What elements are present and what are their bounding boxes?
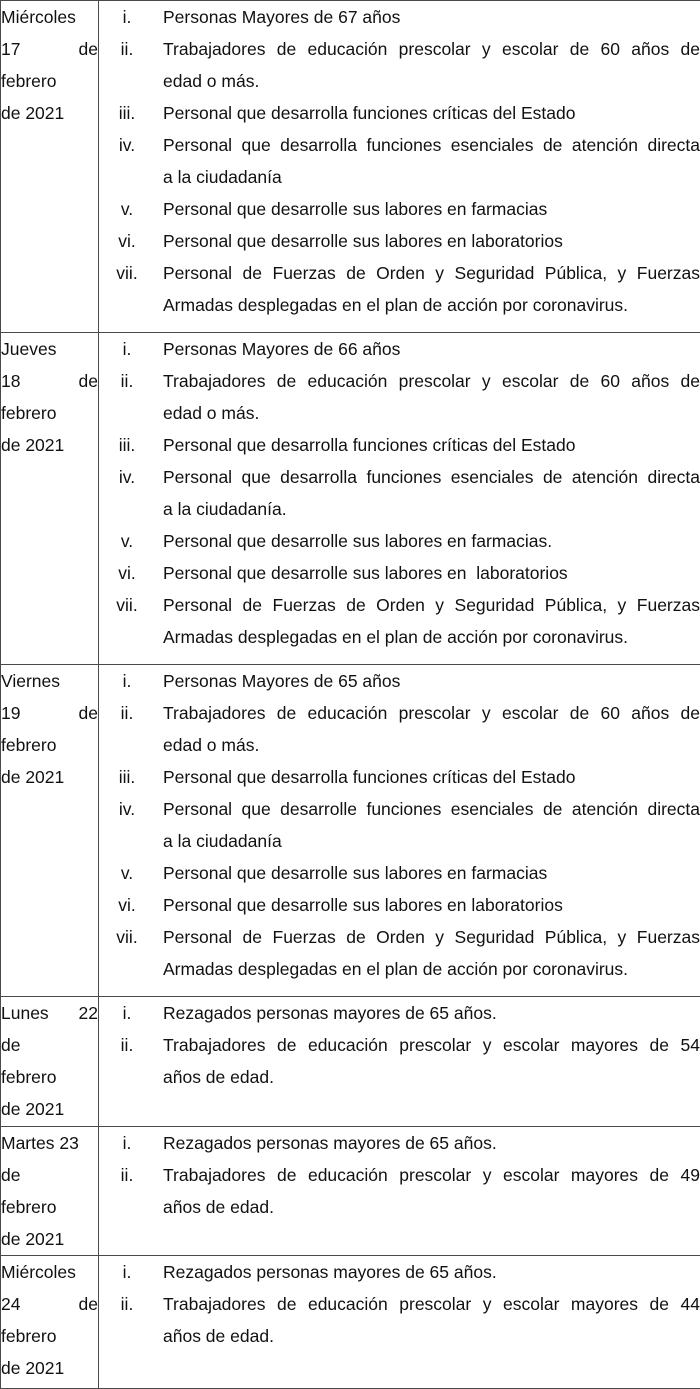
items-cell bbox=[99, 665, 700, 997]
list-item bbox=[99, 997, 700, 1029]
date-cell bbox=[1, 665, 99, 997]
item-text: Personal que desarrolla funciones críticas del Estado bbox=[155, 761, 700, 793]
item-text: Rezagados personas mayores de 65 años. bbox=[155, 1256, 700, 1288]
items-cell bbox=[99, 1127, 700, 1256]
item-text: Personal de Fuerzas de Orden y Seguridad Pública, y Fuerzas Armadas desplegadas en el plan de acción por coronavirus. bbox=[155, 921, 700, 985]
item-number: ii. bbox=[99, 1159, 155, 1191]
year: de 2021 bbox=[1, 1093, 98, 1125]
item-text: Personal que desarrolle sus labores en laboratorios bbox=[155, 557, 700, 589]
list-item bbox=[99, 1029, 700, 1093]
date-preposition: de bbox=[79, 33, 98, 65]
schedule-row bbox=[1, 1, 700, 333]
month: febrero bbox=[1, 729, 98, 761]
day-number: 18 bbox=[1, 365, 20, 397]
item-number: vii. bbox=[99, 257, 155, 289]
weekday: Jueves bbox=[1, 333, 98, 365]
items-cell bbox=[99, 1, 700, 333]
list-item bbox=[99, 1, 700, 33]
schedule-row bbox=[1, 997, 700, 1127]
item-text: Trabajadores de educación prescolar y escolar de 60 años de edad o más. bbox=[155, 33, 700, 97]
date-cell bbox=[1, 1256, 99, 1389]
list-item bbox=[99, 793, 700, 857]
list-item bbox=[99, 225, 700, 257]
date-preposition: de bbox=[1, 1029, 98, 1061]
list-item bbox=[99, 429, 700, 461]
year: de 2021 bbox=[1, 761, 98, 793]
list-item bbox=[99, 1127, 700, 1159]
list-item bbox=[99, 1256, 700, 1288]
item-text: Trabajadores de educación prescolar y escolar mayores de 44 años de edad. bbox=[155, 1288, 700, 1352]
item-text: Rezagados personas mayores de 65 años. bbox=[155, 1127, 700, 1159]
day-number: 22 bbox=[79, 997, 98, 1029]
year: de 2021 bbox=[1, 1223, 98, 1255]
item-text: Personal que desarrolla funciones esenciales de atención directa a la ciudadanía bbox=[155, 129, 700, 193]
item-number: i. bbox=[99, 1, 155, 33]
item-text: Trabajadores de educación prescolar y escolar de 60 años de edad o más. bbox=[155, 365, 700, 429]
item-number: ii. bbox=[99, 365, 155, 397]
item-number: iii. bbox=[99, 761, 155, 793]
item-text: Trabajadores de educación prescolar y escolar mayores de 54 años de edad. bbox=[155, 1029, 700, 1093]
item-number: ii. bbox=[99, 1288, 155, 1320]
item-text: Personas Mayores de 66 años bbox=[155, 333, 700, 365]
list-item bbox=[99, 589, 700, 653]
date-cell bbox=[1, 1127, 99, 1256]
item-number: iii. bbox=[99, 429, 155, 461]
items-cell bbox=[99, 1256, 700, 1389]
weekday: Lunes bbox=[1, 997, 49, 1029]
item-number: i. bbox=[99, 665, 155, 697]
list-item bbox=[99, 129, 700, 193]
year: de 2021 bbox=[1, 1352, 98, 1384]
date-preposition: de bbox=[1, 1159, 98, 1191]
item-number: vi. bbox=[99, 557, 155, 589]
item-number: ii. bbox=[99, 697, 155, 729]
weekday: Miércoles bbox=[1, 1, 98, 33]
item-text: Personal que desarrolla funciones críticas del Estado bbox=[155, 429, 700, 461]
list-item bbox=[99, 921, 700, 985]
item-number: v. bbox=[99, 525, 155, 557]
date-preposition: de bbox=[79, 697, 98, 729]
list-item bbox=[99, 333, 700, 365]
date-preposition: de bbox=[79, 1288, 98, 1320]
weekday: Martes bbox=[1, 1133, 54, 1153]
weekday: Miércoles bbox=[1, 1256, 98, 1288]
list-item bbox=[99, 889, 700, 921]
item-number: iii. bbox=[99, 97, 155, 129]
item-number: i. bbox=[99, 1256, 155, 1288]
list-item bbox=[99, 557, 700, 589]
item-number: i. bbox=[99, 1127, 155, 1159]
list-item bbox=[99, 257, 700, 321]
item-number: vii. bbox=[99, 921, 155, 953]
item-number: ii. bbox=[99, 1029, 155, 1061]
month: febrero bbox=[1, 1320, 98, 1352]
date-cell bbox=[1, 1, 99, 333]
schedule-row bbox=[1, 333, 700, 665]
month: febrero bbox=[1, 1191, 98, 1223]
day-number: 19 bbox=[1, 697, 20, 729]
date-cell bbox=[1, 333, 99, 665]
item-text: Personal que desarrolle funciones esenciales de atención directa a la ciudadanía bbox=[155, 793, 700, 857]
list-item bbox=[99, 761, 700, 793]
day-number: 24 bbox=[1, 1288, 20, 1320]
month: febrero bbox=[1, 1061, 98, 1093]
item-text: Personal de Fuerzas de Orden y Seguridad Pública, y Fuerzas Armadas desplegadas en el plan de acción por coronavirus. bbox=[155, 257, 700, 321]
item-number: vi. bbox=[99, 225, 155, 257]
date-cell bbox=[1, 997, 99, 1127]
date-preposition: de bbox=[79, 365, 98, 397]
month: febrero bbox=[1, 65, 98, 97]
item-number: ii. bbox=[99, 33, 155, 65]
item-number: vi. bbox=[99, 889, 155, 921]
item-number: i. bbox=[99, 997, 155, 1029]
items-cell bbox=[99, 997, 700, 1127]
item-number: i. bbox=[99, 333, 155, 365]
list-item bbox=[99, 365, 700, 429]
list-item bbox=[99, 193, 700, 225]
list-item bbox=[99, 1288, 700, 1352]
item-number: iv. bbox=[99, 461, 155, 493]
year: de 2021 bbox=[1, 97, 98, 129]
list-item bbox=[99, 33, 700, 97]
list-item bbox=[99, 697, 700, 761]
list-item bbox=[99, 857, 700, 889]
list-item bbox=[99, 97, 700, 129]
schedule-row bbox=[1, 1127, 700, 1256]
items-cell bbox=[99, 333, 700, 665]
item-text: Personas Mayores de 65 años bbox=[155, 665, 700, 697]
item-number: v. bbox=[99, 193, 155, 225]
list-item bbox=[99, 461, 700, 525]
day-number: 23 bbox=[59, 1133, 78, 1153]
item-number: iv. bbox=[99, 793, 155, 825]
weekday: Viernes bbox=[1, 665, 98, 697]
day-number: 17 bbox=[1, 33, 20, 65]
item-text: Personal que desarrolle sus labores en laboratorios bbox=[155, 225, 700, 257]
schedule-row bbox=[1, 1256, 700, 1389]
item-number: vii. bbox=[99, 589, 155, 621]
item-text: Personal que desarrolle sus labores en laboratorios bbox=[155, 889, 700, 921]
list-item bbox=[99, 665, 700, 697]
item-text: Rezagados personas mayores de 65 años. bbox=[155, 997, 700, 1029]
list-item bbox=[99, 1159, 700, 1223]
item-text: Trabajadores de educación prescolar y escolar de 60 años de edad o más. bbox=[155, 697, 700, 761]
year: de 2021 bbox=[1, 429, 98, 461]
item-text: Personal que desarrolla funciones críticas del Estado bbox=[155, 97, 700, 129]
item-text: Personal que desarrolla funciones esenciales de atención directa a la ciudadanía. bbox=[155, 461, 700, 525]
item-text: Personas Mayores de 67 años bbox=[155, 1, 700, 33]
list-item bbox=[99, 525, 700, 557]
item-number: v. bbox=[99, 857, 155, 889]
item-text: Trabajadores de educación prescolar y escolar mayores de 49 años de edad. bbox=[155, 1159, 700, 1223]
item-text: Personal que desarrolle sus labores en farmacias. bbox=[155, 525, 700, 557]
schedule-row bbox=[1, 665, 700, 997]
item-text: Personal que desarrolle sus labores en farmacias bbox=[155, 193, 700, 225]
month: febrero bbox=[1, 397, 98, 429]
item-text: Personal de Fuerzas de Orden y Seguridad Pública, y Fuerzas Armadas desplegadas en el plan de acción por coronavirus. bbox=[155, 589, 700, 653]
item-number: iv. bbox=[99, 129, 155, 161]
item-text: Personal que desarrolle sus labores en farmacias bbox=[155, 857, 700, 889]
